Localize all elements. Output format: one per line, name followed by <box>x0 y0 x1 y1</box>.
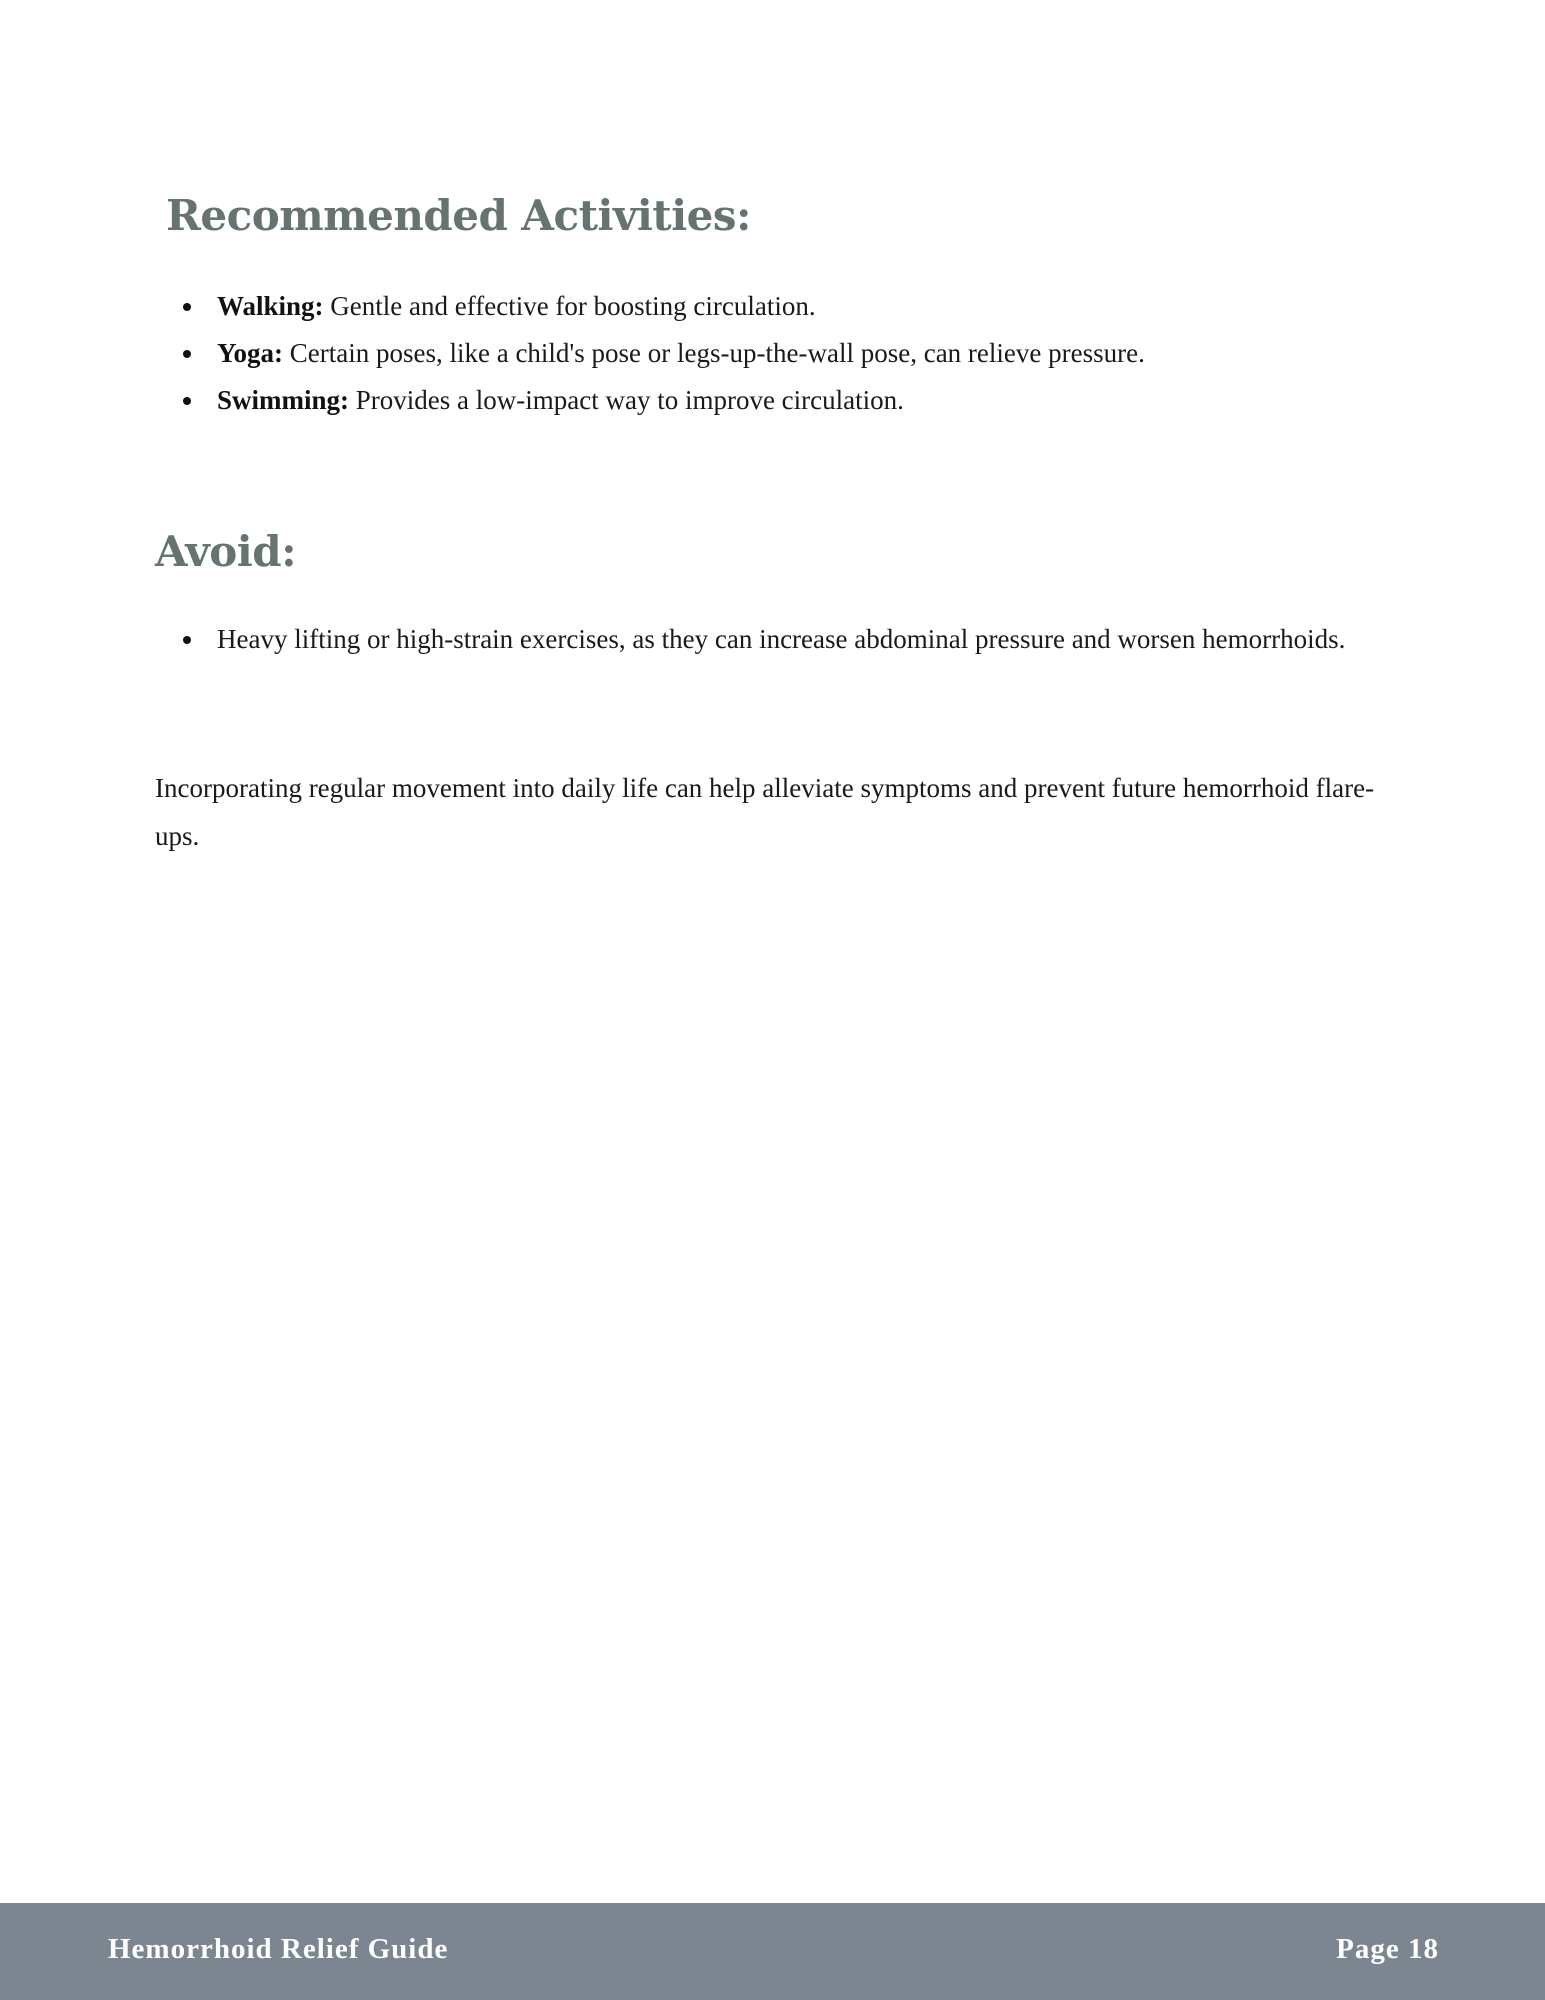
recommended-activities-heading: Recommended Activities: <box>166 191 752 240</box>
avoid-list <box>183 616 1363 663</box>
list-item-term: Walking: <box>217 291 324 321</box>
bullet-icon <box>183 350 191 358</box>
list-item-text: Gentle and effective for boosting circulation. <box>323 291 816 321</box>
closing-paragraph: Incorporating regular movement into daily life can help alleviate symptoms and prevent future hemorrhoid flare-ups. <box>155 773 1375 851</box>
avoid-heading: Avoid: <box>155 527 297 576</box>
page-number: Page 18 <box>1336 1933 1439 1965</box>
list-item-text: Provides a low-impact way to improve circulation. <box>349 385 904 415</box>
list-item <box>183 330 1423 377</box>
list-item-text: Certain poses, like a child's pose or legs-up-the-wall pose, can relieve pressure. <box>283 338 1145 368</box>
list-item <box>183 377 1423 424</box>
page-footer <box>0 1903 1545 2000</box>
list-item <box>183 616 1363 663</box>
bullet-icon <box>183 636 191 644</box>
recommended-activities-list <box>183 283 1423 424</box>
list-item-term: Swimming: <box>217 385 350 415</box>
list-item-text: Heavy lifting or high-strain exercises, as they can increase abdominal pressure and worsen hemorrhoids. <box>217 624 1346 654</box>
bullet-icon <box>183 303 191 311</box>
bullet-icon <box>183 397 191 405</box>
list-item <box>183 283 1423 330</box>
list-item-term: Yoga: <box>217 338 283 368</box>
footer-title: Hemorrhoid Relief Guide <box>108 1933 449 1965</box>
